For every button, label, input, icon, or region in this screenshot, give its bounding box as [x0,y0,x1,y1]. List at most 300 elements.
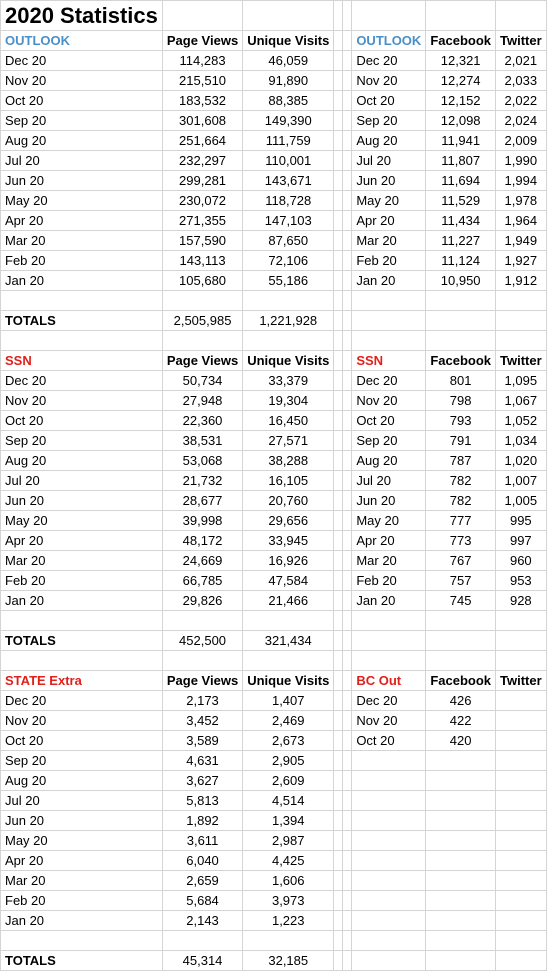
twitter-cell[interactable]: 1,964 [496,211,547,231]
unique-visits-cell[interactable]: 2,609 [243,771,334,791]
page-views-cell[interactable]: 39,998 [162,511,242,531]
empty-cell[interactable] [334,431,343,451]
empty-cell[interactable] [334,491,343,511]
empty-cell[interactable] [426,931,496,951]
facebook-cell[interactable]: 11,227 [426,231,496,251]
page-views-cell[interactable]: 28,677 [162,491,242,511]
page-views-cell[interactable]: 21,732 [162,471,242,491]
month-cell[interactable]: Mar 20 [1,871,163,891]
twitter-cell[interactable]: 2,033 [496,71,547,91]
unique-visits-cell[interactable]: 1,223 [243,911,334,931]
empty-cell[interactable] [426,911,496,931]
unique-visits-cell[interactable]: 4,514 [243,791,334,811]
empty-cell[interactable] [352,871,426,891]
empty-cell[interactable] [334,711,343,731]
empty-cell[interactable] [343,691,352,711]
twitter-cell[interactable]: 1,020 [496,451,547,471]
twitter-cell[interactable]: 1,052 [496,411,547,431]
empty-cell[interactable] [496,611,547,631]
empty-cell[interactable] [1,331,163,351]
twitter-cell[interactable]: 953 [496,571,547,591]
empty-cell[interactable] [352,951,426,971]
empty-cell[interactable] [426,771,496,791]
page-views-cell[interactable]: 215,510 [162,71,242,91]
empty-cell[interactable] [343,831,352,851]
empty-cell[interactable] [343,431,352,451]
header-unique-visits[interactable]: Unique Visits [243,671,334,691]
empty-cell[interactable] [334,511,343,531]
empty-cell[interactable] [243,651,334,671]
page-views-cell[interactable]: 1,892 [162,811,242,831]
empty-cell[interactable] [334,231,343,251]
month-cell[interactable]: Jun 20 [352,171,426,191]
unique-visits-cell[interactable]: 19,304 [243,391,334,411]
empty-cell[interactable] [343,711,352,731]
page-views-cell[interactable]: 271,355 [162,211,242,231]
twitter-cell[interactable]: 1,990 [496,151,547,171]
month-cell[interactable]: Jul 20 [352,151,426,171]
empty-cell[interactable] [334,651,343,671]
empty-cell[interactable] [496,1,547,31]
empty-cell[interactable] [343,211,352,231]
month-cell[interactable]: Sep 20 [1,431,163,451]
empty-cell[interactable] [343,91,352,111]
month-cell[interactable]: Nov 20 [352,711,426,731]
month-cell[interactable]: Apr 20 [352,531,426,551]
page-views-cell[interactable]: 5,684 [162,891,242,911]
empty-cell[interactable] [352,631,426,651]
twitter-cell[interactable]: 1,949 [496,231,547,251]
month-cell[interactable]: Jun 20 [1,811,163,831]
month-cell[interactable]: Dec 20 [1,51,163,71]
empty-cell[interactable] [352,791,426,811]
totals-label[interactable]: TOTALS [1,631,163,651]
header-twitter[interactable]: Twitter [496,31,547,51]
month-cell[interactable]: Apr 20 [1,531,163,551]
facebook-cell[interactable]: 745 [426,591,496,611]
month-cell[interactable]: Jan 20 [1,591,163,611]
page-views-cell[interactable]: 29,826 [162,591,242,611]
empty-cell[interactable] [343,371,352,391]
empty-cell[interactable] [334,931,343,951]
unique-visits-cell[interactable]: 1,606 [243,871,334,891]
empty-cell[interactable] [343,611,352,631]
month-cell[interactable]: Dec 20 [352,51,426,71]
page-views-cell[interactable]: 2,173 [162,691,242,711]
empty-cell[interactable] [334,131,343,151]
empty-cell[interactable] [343,251,352,271]
page-views-cell[interactable]: 3,589 [162,731,242,751]
month-cell[interactable]: Dec 20 [1,691,163,711]
unique-visits-cell[interactable]: 1,394 [243,811,334,831]
empty-cell[interactable] [334,331,343,351]
unique-visits-cell[interactable]: 111,759 [243,131,334,151]
header-facebook[interactable]: Facebook [426,351,496,371]
empty-cell[interactable] [496,831,547,851]
month-cell[interactable]: Oct 20 [1,731,163,751]
empty-cell[interactable] [1,651,163,671]
facebook-cell[interactable]: 11,807 [426,151,496,171]
facebook-cell[interactable]: 798 [426,391,496,411]
empty-cell[interactable] [496,651,547,671]
empty-cell[interactable] [162,291,242,311]
twitter-cell[interactable]: 1,927 [496,251,547,271]
month-cell[interactable]: Mar 20 [1,551,163,571]
empty-cell[interactable] [334,891,343,911]
facebook-cell[interactable]: 422 [426,711,496,731]
unique-visits-cell[interactable]: 55,186 [243,271,334,291]
empty-cell[interactable] [334,751,343,771]
facebook-cell[interactable]: 801 [426,371,496,391]
section-label-left[interactable]: SSN [1,351,163,371]
month-cell[interactable]: Feb 20 [352,571,426,591]
facebook-cell[interactable]: 767 [426,551,496,571]
empty-cell[interactable] [496,631,547,651]
month-cell[interactable]: Feb 20 [1,891,163,911]
month-cell[interactable]: Jun 20 [1,171,163,191]
empty-cell[interactable] [426,751,496,771]
header-facebook[interactable]: Facebook [426,671,496,691]
twitter-cell[interactable]: 1,994 [496,171,547,191]
header-unique-visits[interactable]: Unique Visits [243,31,334,51]
page-views-cell[interactable]: 3,627 [162,771,242,791]
unique-visits-cell[interactable]: 16,105 [243,471,334,491]
facebook-cell[interactable]: 420 [426,731,496,751]
month-cell[interactable]: Jan 20 [352,271,426,291]
empty-cell[interactable] [334,411,343,431]
empty-cell[interactable] [334,911,343,931]
month-cell[interactable]: Jul 20 [1,151,163,171]
twitter-cell[interactable]: 1,007 [496,471,547,491]
month-cell[interactable]: Mar 20 [352,551,426,571]
empty-cell[interactable] [426,851,496,871]
empty-cell[interactable] [243,931,334,951]
empty-cell[interactable] [426,331,496,351]
month-cell[interactable]: Nov 20 [1,711,163,731]
empty-cell[interactable] [334,371,343,391]
empty-cell[interactable] [243,1,334,31]
facebook-cell[interactable]: 11,124 [426,251,496,271]
empty-cell[interactable] [334,151,343,171]
empty-cell[interactable] [496,311,547,331]
twitter-cell[interactable]: 2,021 [496,51,547,71]
page-views-cell[interactable]: 114,283 [162,51,242,71]
month-cell[interactable]: Mar 20 [352,231,426,251]
month-cell[interactable]: Sep 20 [1,751,163,771]
month-cell[interactable]: May 20 [1,831,163,851]
twitter-cell[interactable]: 1,067 [496,391,547,411]
page-views-cell[interactable]: 38,531 [162,431,242,451]
month-cell[interactable]: Sep 20 [352,111,426,131]
month-cell[interactable]: Aug 20 [1,131,163,151]
unique-visits-cell[interactable]: 2,987 [243,831,334,851]
unique-visits-cell[interactable]: 3,973 [243,891,334,911]
section-label-left[interactable]: STATE Extra [1,671,163,691]
empty-cell[interactable] [334,51,343,71]
empty-cell[interactable] [343,1,352,31]
month-cell[interactable]: Apr 20 [352,211,426,231]
empty-cell[interactable] [352,811,426,831]
empty-cell[interactable] [162,331,242,351]
unique-visits-cell[interactable]: 38,288 [243,451,334,471]
month-cell[interactable]: Dec 20 [352,371,426,391]
unique-visits-cell[interactable]: 143,671 [243,171,334,191]
empty-cell[interactable] [334,191,343,211]
month-cell[interactable]: Nov 20 [352,391,426,411]
unique-visits-cell[interactable]: 72,106 [243,251,334,271]
section-label-right[interactable]: SSN [352,351,426,371]
page-views-cell[interactable]: 232,297 [162,151,242,171]
facebook-cell[interactable]: 11,529 [426,191,496,211]
empty-cell[interactable] [352,311,426,331]
page-views-cell[interactable]: 251,664 [162,131,242,151]
month-cell[interactable]: Dec 20 [1,371,163,391]
total-page-views[interactable]: 45,314 [162,951,242,971]
facebook-cell[interactable]: 782 [426,471,496,491]
empty-cell[interactable] [334,631,343,651]
page-views-cell[interactable]: 183,532 [162,91,242,111]
month-cell[interactable]: Oct 20 [352,731,426,751]
empty-cell[interactable] [334,731,343,751]
month-cell[interactable]: May 20 [352,191,426,211]
empty-cell[interactable] [343,931,352,951]
unique-visits-cell[interactable]: 118,728 [243,191,334,211]
empty-cell[interactable] [352,891,426,911]
facebook-cell[interactable]: 787 [426,451,496,471]
header-page-views[interactable]: Page Views [162,31,242,51]
twitter-cell[interactable] [496,711,547,731]
empty-cell[interactable] [334,531,343,551]
empty-cell[interactable] [352,331,426,351]
section-label-right[interactable]: OUTLOOK [352,31,426,51]
empty-cell[interactable] [343,531,352,551]
page-views-cell[interactable]: 3,452 [162,711,242,731]
empty-cell[interactable] [343,751,352,771]
empty-cell[interactable] [343,71,352,91]
empty-cell[interactable] [334,171,343,191]
month-cell[interactable]: Apr 20 [1,851,163,871]
twitter-cell[interactable]: 1,034 [496,431,547,451]
empty-cell[interactable] [334,471,343,491]
unique-visits-cell[interactable]: 2,673 [243,731,334,751]
unique-visits-cell[interactable]: 147,103 [243,211,334,231]
empty-cell[interactable] [496,931,547,951]
empty-cell[interactable] [334,91,343,111]
facebook-cell[interactable]: 12,274 [426,71,496,91]
month-cell[interactable]: Feb 20 [1,571,163,591]
facebook-cell[interactable]: 12,152 [426,91,496,111]
empty-cell[interactable] [334,571,343,591]
empty-cell[interactable] [496,791,547,811]
empty-cell[interactable] [343,171,352,191]
month-cell[interactable]: Jul 20 [1,471,163,491]
empty-cell[interactable] [343,511,352,531]
empty-cell[interactable] [343,671,352,691]
empty-cell[interactable] [343,311,352,331]
twitter-cell[interactable]: 995 [496,511,547,531]
month-cell[interactable]: Aug 20 [1,771,163,791]
page-views-cell[interactable]: 48,172 [162,531,242,551]
month-cell[interactable]: Jul 20 [352,471,426,491]
page-views-cell[interactable]: 230,072 [162,191,242,211]
twitter-cell[interactable]: 2,009 [496,131,547,151]
empty-cell[interactable] [426,871,496,891]
month-cell[interactable]: May 20 [1,191,163,211]
page-views-cell[interactable]: 6,040 [162,851,242,871]
empty-cell[interactable] [496,751,547,771]
empty-cell[interactable] [352,291,426,311]
page-views-cell[interactable]: 2,659 [162,871,242,891]
empty-cell[interactable] [334,271,343,291]
facebook-cell[interactable]: 782 [426,491,496,511]
empty-cell[interactable] [343,471,352,491]
empty-cell[interactable] [343,111,352,131]
unique-visits-cell[interactable]: 110,001 [243,151,334,171]
total-page-views[interactable]: 452,500 [162,631,242,651]
month-cell[interactable]: Mar 20 [1,231,163,251]
empty-cell[interactable] [426,291,496,311]
month-cell[interactable]: Jan 20 [1,271,163,291]
month-cell[interactable]: Sep 20 [352,431,426,451]
empty-cell[interactable] [162,1,242,31]
month-cell[interactable]: Oct 20 [1,91,163,111]
empty-cell[interactable] [334,811,343,831]
month-cell[interactable]: Sep 20 [1,111,163,131]
unique-visits-cell[interactable]: 88,385 [243,91,334,111]
unique-visits-cell[interactable]: 20,760 [243,491,334,511]
page-title[interactable]: 2020 Statistics [1,1,163,31]
month-cell[interactable]: Aug 20 [352,451,426,471]
empty-cell[interactable] [334,551,343,571]
empty-cell[interactable] [343,391,352,411]
empty-cell[interactable] [334,1,343,31]
header-twitter[interactable]: Twitter [496,671,547,691]
empty-cell[interactable] [334,611,343,631]
empty-cell[interactable] [334,771,343,791]
empty-cell[interactable] [496,771,547,791]
facebook-cell[interactable]: 11,941 [426,131,496,151]
facebook-cell[interactable]: 12,321 [426,51,496,71]
empty-cell[interactable] [343,811,352,831]
facebook-cell[interactable]: 11,694 [426,171,496,191]
month-cell[interactable]: Oct 20 [352,91,426,111]
empty-cell[interactable] [352,911,426,931]
month-cell[interactable]: Jul 20 [1,791,163,811]
empty-cell[interactable] [496,871,547,891]
empty-cell[interactable] [334,851,343,871]
unique-visits-cell[interactable]: 149,390 [243,111,334,131]
empty-cell[interactable] [426,311,496,331]
empty-cell[interactable] [343,231,352,251]
empty-cell[interactable] [334,671,343,691]
unique-visits-cell[interactable]: 91,890 [243,71,334,91]
empty-cell[interactable] [343,571,352,591]
page-views-cell[interactable]: 27,948 [162,391,242,411]
empty-cell[interactable] [162,931,242,951]
month-cell[interactable]: Nov 20 [1,391,163,411]
month-cell[interactable]: Jun 20 [352,491,426,511]
empty-cell[interactable] [343,351,352,371]
empty-cell[interactable] [343,551,352,571]
twitter-cell[interactable]: 1,978 [496,191,547,211]
facebook-cell[interactable]: 791 [426,431,496,451]
twitter-cell[interactable]: 1,005 [496,491,547,511]
empty-cell[interactable] [426,831,496,851]
unique-visits-cell[interactable]: 2,469 [243,711,334,731]
header-page-views[interactable]: Page Views [162,671,242,691]
empty-cell[interactable] [343,631,352,651]
month-cell[interactable]: Oct 20 [1,411,163,431]
empty-cell[interactable] [334,211,343,231]
totals-label[interactable]: TOTALS [1,951,163,971]
month-cell[interactable]: Oct 20 [352,411,426,431]
empty-cell[interactable] [343,591,352,611]
empty-cell[interactable] [352,851,426,871]
empty-cell[interactable] [343,51,352,71]
section-label-right[interactable]: BC Out [352,671,426,691]
page-views-cell[interactable]: 143,113 [162,251,242,271]
empty-cell[interactable] [343,331,352,351]
empty-cell[interactable] [334,351,343,371]
empty-cell[interactable] [426,891,496,911]
total-unique-visits[interactable]: 32,185 [243,951,334,971]
empty-cell[interactable] [334,71,343,91]
empty-cell[interactable] [162,611,242,631]
page-views-cell[interactable]: 157,590 [162,231,242,251]
empty-cell[interactable] [334,391,343,411]
total-unique-visits[interactable]: 321,434 [243,631,334,651]
twitter-cell[interactable]: 928 [496,591,547,611]
month-cell[interactable]: May 20 [352,511,426,531]
facebook-cell[interactable]: 10,950 [426,271,496,291]
empty-cell[interactable] [343,951,352,971]
unique-visits-cell[interactable]: 16,450 [243,411,334,431]
unique-visits-cell[interactable]: 33,945 [243,531,334,551]
month-cell[interactable]: Jan 20 [1,911,163,931]
facebook-cell[interactable]: 793 [426,411,496,431]
unique-visits-cell[interactable]: 33,379 [243,371,334,391]
empty-cell[interactable] [426,791,496,811]
empty-cell[interactable] [343,851,352,871]
empty-cell[interactable] [343,271,352,291]
month-cell[interactable]: Nov 20 [1,71,163,91]
page-views-cell[interactable]: 299,281 [162,171,242,191]
empty-cell[interactable] [426,611,496,631]
facebook-cell[interactable]: 12,098 [426,111,496,131]
empty-cell[interactable] [334,791,343,811]
empty-cell[interactable] [343,31,352,51]
empty-cell[interactable] [334,951,343,971]
page-views-cell[interactable]: 301,608 [162,111,242,131]
page-views-cell[interactable]: 24,669 [162,551,242,571]
empty-cell[interactable] [496,891,547,911]
month-cell[interactable]: Jan 20 [352,591,426,611]
empty-cell[interactable] [334,311,343,331]
empty-cell[interactable] [352,931,426,951]
header-unique-visits[interactable]: Unique Visits [243,351,334,371]
header-twitter[interactable]: Twitter [496,351,547,371]
empty-cell[interactable] [343,291,352,311]
twitter-cell[interactable] [496,691,547,711]
empty-cell[interactable] [243,291,334,311]
month-cell[interactable]: Feb 20 [352,251,426,271]
page-views-cell[interactable]: 53,068 [162,451,242,471]
empty-cell[interactable] [343,791,352,811]
page-views-cell[interactable]: 5,813 [162,791,242,811]
unique-visits-cell[interactable]: 27,571 [243,431,334,451]
empty-cell[interactable] [334,111,343,131]
empty-cell[interactable] [343,911,352,931]
